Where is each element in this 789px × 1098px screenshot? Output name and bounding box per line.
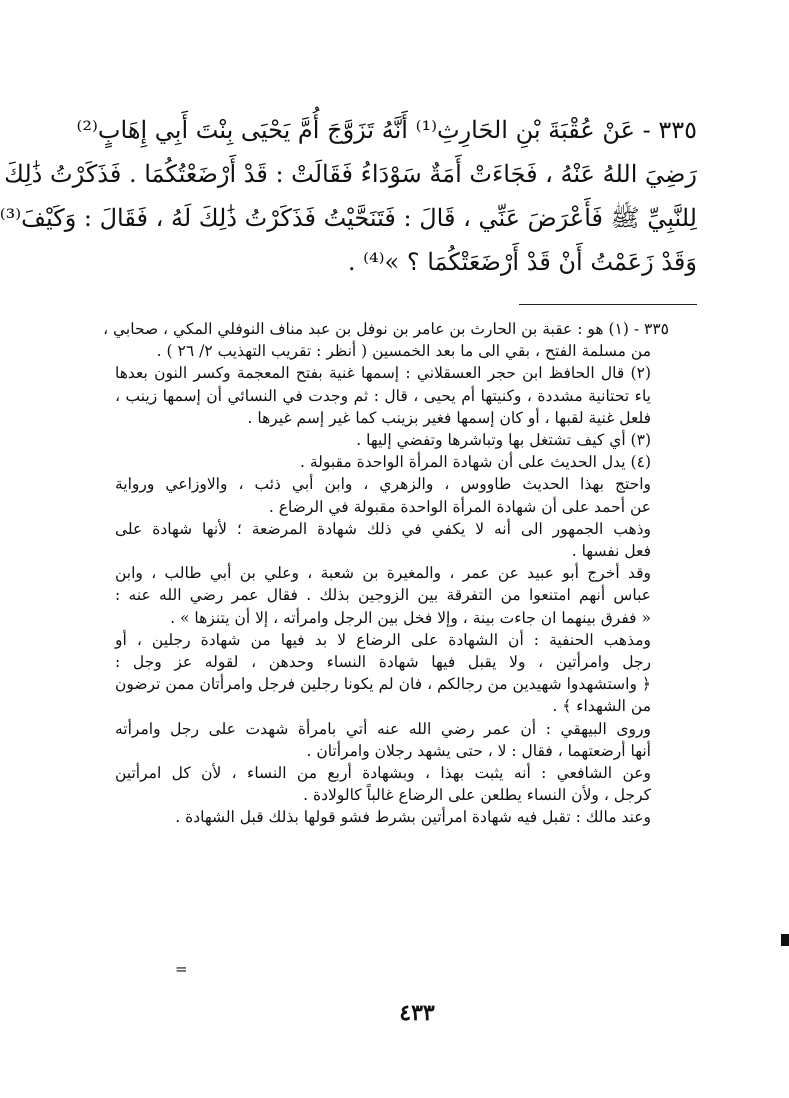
hadith-line: وَقَدْ زَعَمْتُ أَنْ قَدْ أَرْضَعَتْكُمَا ؟ »⁽⁴⁾ . xyxy=(347,248,697,276)
footnote-line: ٣٣٥ - (١) هو : عقبة بن الحارث بن عامر بن نوفل بن عبد مناف النوفلي المكي ، صحابي ، xyxy=(103,320,669,338)
footnote-line: من الشهداء ﴾ . xyxy=(552,697,651,716)
footnote-line: عن أحمد على أن شهادة المرأة الواحدة مقبولة في الرضاع . xyxy=(268,497,651,516)
footnote-line: وقد أخرج أبو عبيد عن عمر ، والمغيرة بن شعبة ، وعلي بن أبي طالب ، وابن xyxy=(115,564,651,583)
footnote-line: ومذهب الحنفية : أن الشهادة على الرضاع لا بد فيها من شهادة رجلين ، أو xyxy=(115,630,651,649)
hadith-line: رَضِيَ اللهُ عَنْهُ ، فَجَاءَتْ أَمَةٌ سَوْدَاءُ فَقَالَتْ : قَدْ أَرْضَعْتُكُمَا . فَذَكَرْتُ ذَٰلِكَ xyxy=(4,160,697,188)
footnote-separator xyxy=(519,304,697,305)
margin-mark xyxy=(781,934,789,946)
footnote-line: « ففرق بينهما ان جاءت بينة ، وإلا فخل بين الرجل وامرأته ، إلا أن يتنزها » . xyxy=(170,608,651,627)
footnote-line: (٤) يدل الحديث على أن شهادة المرأة الواحدة مقبولة . xyxy=(299,453,651,472)
footnote-line: رجل وامرأتين ، ولا يقبل فيها شهادة النساء وحدهن ، لقوله عز وجل : xyxy=(115,653,651,672)
hadith-line: ٣٣٥ - عَنْ عُقْبَةَ بْنِ الحَارِثِ⁽¹⁾ أَنَّهُ تَزَوَّجَ أُمَّ يَحْيَى بِنْتَ أَبِي إِهَابٍ⁽²⁾ xyxy=(76,116,697,144)
footnote-line: ﴿ واستشهدوا شهيدين من رجالكم ، فان لم يكونا رجلين فرجل وامرأتان ممن ترضون xyxy=(115,675,651,694)
footnotes xyxy=(103,318,669,829)
footnote-line: فلعل غنية لقبها ، أو كان إسمها فغير بزينب كما غير إسم غيرها . xyxy=(247,408,651,427)
continuation-mark: = xyxy=(175,960,188,978)
hadith-line: لِلنَّبِيِّ ﷺ فَأَعْرَضَ عَنِّي ، قَالَ : فَتَنَحَّيْتُ فَذَكَرْتُ ذَٰلِكَ لَهُ ، فَقَالَ : وَكَيْفَ⁽³⁾ xyxy=(0,204,697,232)
footnote-line: وذهب الجمهور الى أنه لا يكفي في ذلك شهادة المرضعة ؛ لأنها شهادة على xyxy=(115,519,651,538)
footnote-line: وعند مالك : تقبل فيه شهادة امرأتين بشرط فشو قولها بذلك قبل الشهادة . xyxy=(175,808,651,827)
footnote-line: فعل نفسها . xyxy=(571,542,651,561)
footnote-line: (٣) أي كيف تشتغل بها وتباشرها وتفضي إليها . xyxy=(356,431,651,450)
footnote-line: وعن الشافعي : أنه يثبت بهذا ، وبشهادة أربع من النساء ، لأن كل امرأتين xyxy=(115,764,651,783)
footnote-line: من مسلمة الفتح ، بقي الى ما بعد الخمسين ( أنظر : تقريب التهذيب ٢/ ٢٦ ) . xyxy=(156,342,651,361)
hadith-text xyxy=(0,108,697,284)
footnote-line: أنها أرضعتهما ، فقال : لا ، حتى يشهد رجلان وامرأتان . xyxy=(306,741,651,760)
footnote-line: (٢) قال الحافظ ابن حجر العسقلاني : إسمها غنية بفتح المعجمة وكسر النون بعدها xyxy=(115,364,651,383)
footnote-line: ياء تحتانية مشددة ، وكنيتها أم يحيى ، قال : ثم وجدت في النسائي أن إسمها زينب ، xyxy=(115,386,651,405)
footnote-line: وروى البيهقي : أن عمر رضي الله عنه أتي بامرأة شهدت على رجل وامرأته xyxy=(115,719,651,738)
footnote-line: واحتج بهذا الحديث طاووس ، والزهري ، وابن أبي ذئب ، والاوزاعي ورواية xyxy=(115,475,651,494)
page-number: ٤٣٣ xyxy=(399,1000,435,1026)
footnote-line: كرجل ، ولأن النساء يطلعن على الرضاع غالباً كالولادة . xyxy=(303,786,651,805)
footnote-line: عباس أنهم امتنعوا من التفرقة بين الزوجين بذلك . فقال عمر رضي الله عنه : xyxy=(115,586,651,605)
